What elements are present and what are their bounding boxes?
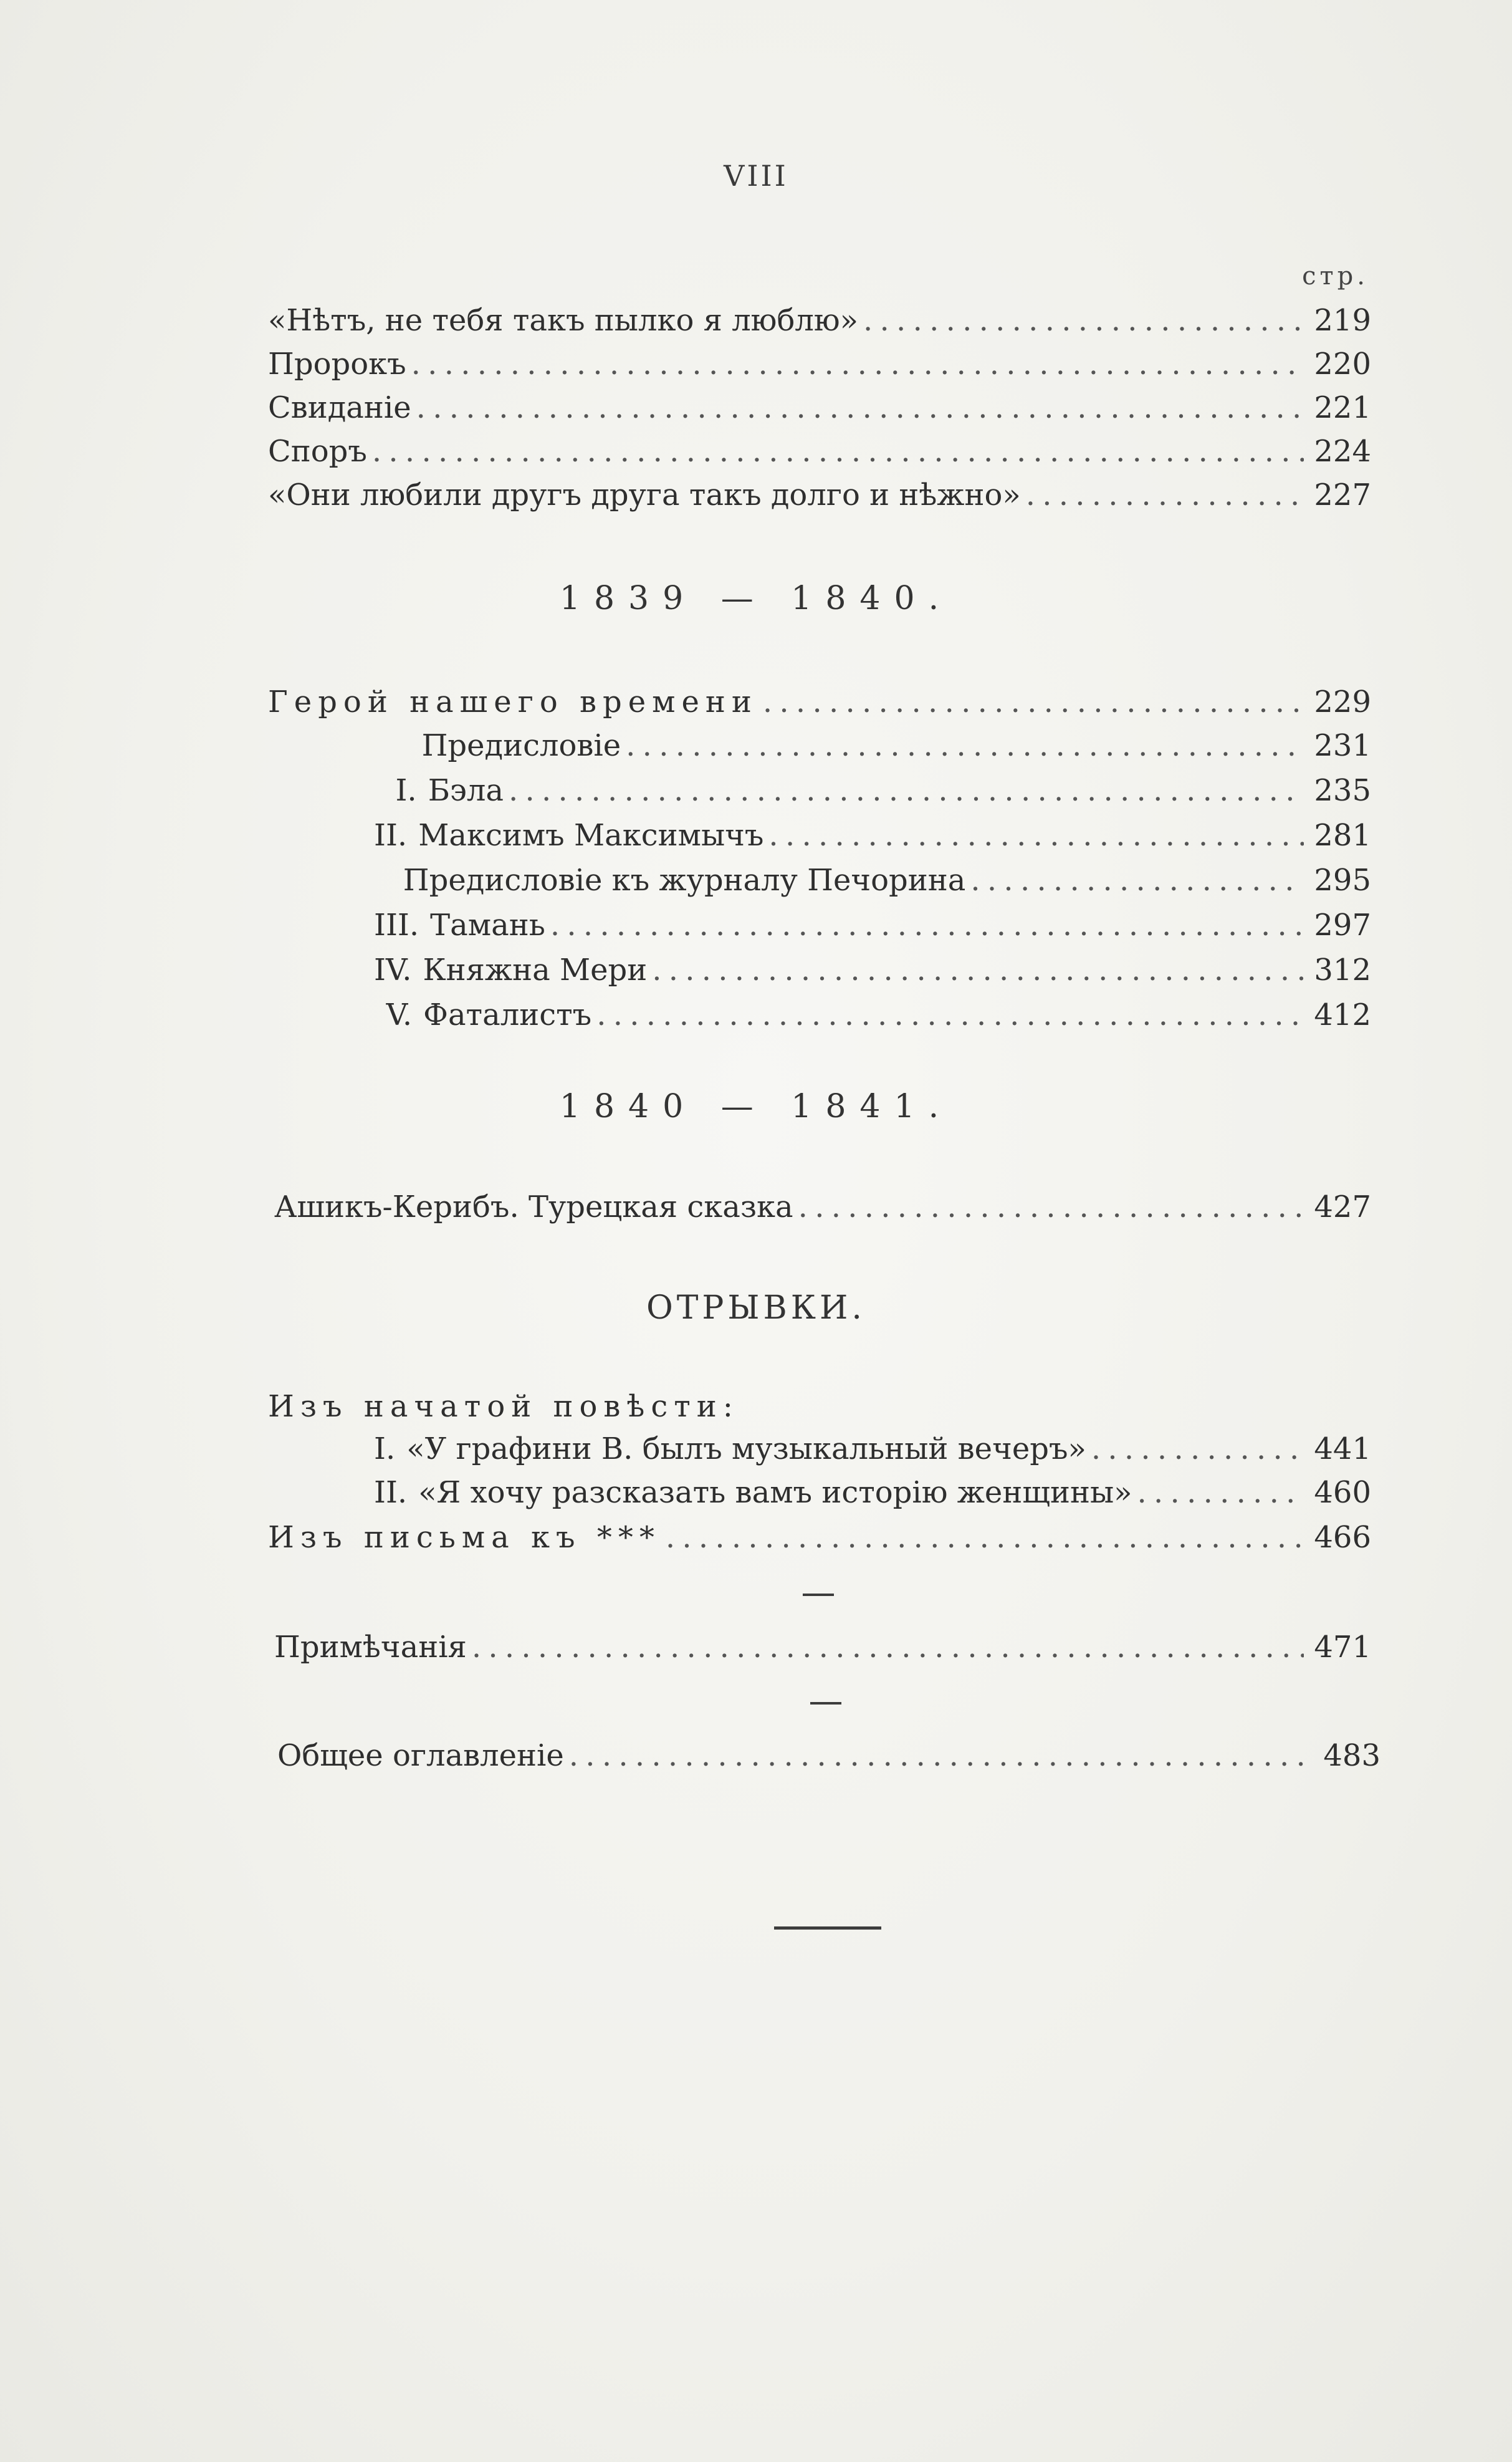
entry-number: III. [374, 908, 419, 943]
entry-number: V. [386, 998, 413, 1032]
entry-number: I. [374, 1431, 396, 1466]
entry-page: 483 [1323, 1738, 1380, 1773]
toc-subentry [374, 817, 1371, 854]
entry-title: Общее оглавленіе [277, 1738, 564, 1773]
entry-title: Тамань [430, 908, 545, 943]
toc-entry [274, 1188, 1371, 1226]
entry-page: 297 [1314, 908, 1371, 943]
entry-title: Княжна Мери [423, 953, 648, 988]
leader-dots [416, 389, 1304, 426]
leader-dots [768, 817, 1304, 854]
entry-title: Ашикъ-Керибъ. Турецкая сказка [274, 1190, 793, 1224]
toc-subentry [374, 1430, 1371, 1468]
leader-dots [596, 996, 1304, 1034]
toc-entry [268, 476, 1371, 514]
entry-page: 312 [1314, 953, 1371, 988]
entry-title: Предисловіе [421, 728, 621, 763]
page-number: VIII [724, 159, 788, 193]
entry-title: «Нѣтъ, не тебя такъ пылко я люблю» [268, 303, 859, 338]
entry-title: Предисловіе къ журналу Печорина [403, 863, 966, 898]
leader-dots [863, 302, 1304, 339]
entry-page: 412 [1314, 998, 1371, 1032]
leader-dots [763, 683, 1304, 721]
entry-number: II. [374, 818, 408, 853]
leader-dots [472, 1628, 1304, 1666]
toc-subentry [374, 906, 1371, 944]
entry-title: Фаталистъ [423, 998, 592, 1032]
entry-page: 220 [1314, 347, 1371, 382]
fragment-intro [268, 1388, 1371, 1425]
entry-page: 427 [1314, 1190, 1371, 1224]
toc-entry-hero [268, 683, 1371, 721]
entry-title: Примѣчанія [274, 1630, 467, 1665]
entry-page: 471 [1314, 1630, 1371, 1665]
leader-dots [652, 951, 1304, 989]
leader-dots [1091, 1430, 1304, 1468]
entry-page: 460 [1314, 1475, 1371, 1510]
entry-title: Герой нашего времени [268, 685, 758, 719]
page-column-label: стр. [1302, 262, 1369, 291]
leader-dots [626, 727, 1304, 764]
leader-dots [509, 772, 1304, 809]
toc-entry [268, 433, 1371, 470]
toc-subentry [374, 1474, 1371, 1511]
leader-dots [1137, 1474, 1304, 1511]
entry-title: Пророкъ [268, 347, 406, 382]
entry-number: II. [374, 1475, 408, 1510]
leader-dots [798, 1188, 1304, 1226]
entry-page: 466 [1314, 1520, 1371, 1555]
toc-subentry [374, 862, 1371, 899]
entry-page: 231 [1314, 728, 1371, 763]
entry-number: IV. [374, 953, 412, 988]
leader-dots [569, 1737, 1313, 1774]
entry-title: Изъ письма къ *** [268, 1520, 661, 1555]
entry-page: 221 [1314, 390, 1371, 425]
toc-entry [268, 389, 1371, 426]
separator-dash [810, 1702, 841, 1705]
entry-page: 441 [1314, 1431, 1371, 1466]
leader-dots [666, 1519, 1304, 1556]
leader-dots [1026, 476, 1304, 514]
entry-page: 295 [1314, 863, 1371, 898]
entry-title: «Они любили другъ друга такъ долго и нѣжно» [268, 478, 1021, 512]
toc-entry [274, 1628, 1371, 1666]
section-heading-1839-1840: 1839 — 1840. [559, 580, 953, 617]
toc-subentry [374, 996, 1371, 1034]
separator-dash [803, 1594, 834, 1596]
toc-subentry [374, 772, 1371, 809]
entry-page: 229 [1314, 685, 1371, 719]
entry-title: Максимъ Максимычъ [418, 818, 764, 853]
entry-title: «У графини В. былъ музыкальный вечеръ» [406, 1431, 1086, 1466]
toc-entry [268, 302, 1371, 339]
leader-dots [372, 433, 1304, 470]
entry-page: 281 [1314, 818, 1371, 853]
toc-entry [268, 1519, 1371, 1556]
entry-page: 224 [1314, 434, 1371, 469]
end-rule [774, 1926, 881, 1930]
section-heading-1840-1841: 1840 — 1841. [559, 1088, 953, 1125]
toc-entry [277, 1737, 1380, 1774]
leader-dots [411, 345, 1304, 383]
leader-dots [970, 862, 1304, 899]
entry-page: 227 [1314, 478, 1371, 512]
entry-title: Споръ [268, 434, 367, 469]
toc-subentry [374, 951, 1371, 989]
toc-subentry [374, 727, 1371, 764]
entry-title: Изъ начатой повѣсти: [268, 1389, 739, 1424]
toc-entry [268, 345, 1371, 383]
entry-title: Бэла [428, 773, 504, 808]
entry-number: I. [395, 773, 417, 808]
entry-page: 235 [1314, 773, 1371, 808]
entry-title: Свиданіе [268, 390, 411, 425]
section-heading-fragments: ОТРЫВКИ. [646, 1289, 866, 1327]
entry-page: 219 [1314, 303, 1371, 338]
entry-title: «Я хочу разсказать вамъ исторію женщины» [418, 1475, 1132, 1510]
leader-dots [550, 906, 1304, 944]
